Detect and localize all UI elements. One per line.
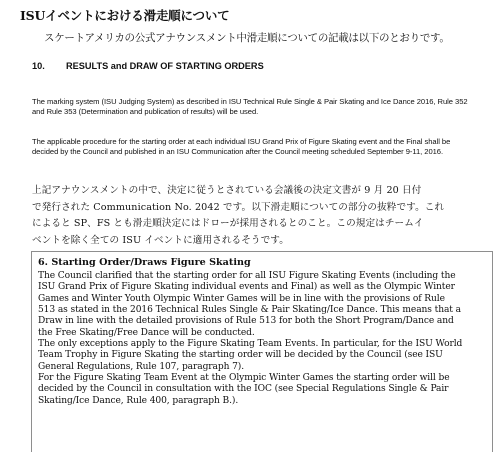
commentary-line: ベントを除く全ての ISU イベントに適用されるそうです。: [32, 234, 289, 246]
quote-line: decided by the Council in consultation with the IOC (see Special Regulations Single & Pair: [38, 384, 449, 395]
quote-line: General Regulations, Rule 107, paragraph 7).: [38, 361, 245, 372]
excerpt-section-title: RESULTS and DRAW OF STARTING ORDERS: [66, 61, 264, 71]
quote-line: Team Trophy in Figure Skating the starting order will be decided by the Council (see ISU: [38, 350, 443, 361]
quote-line: Skating/Ice Dance, Rule 400, paragraph B.).: [38, 395, 239, 406]
quote-line: The only exceptions apply to the Figure Skating Team Events. In particular, for the ISU World: [38, 339, 463, 350]
quote-line: For the Figure Skating Team Event at the Olympic Winter Games the starting order will be: [38, 373, 450, 384]
quote-line: The Council clarified that the starting order for all ISU Figure Skating Events (including the: [38, 271, 456, 281]
page-title: ISUイベントにおける滑走順について: [20, 8, 230, 23]
quote-line: Games and Winter Youth Olympic Winter Games will be in line with the provisions of Rule: [38, 293, 445, 304]
intro-text: スケートアメリカの公式アナウンスメント中滑走順についての記載は以下のとおりです。: [44, 32, 450, 44]
quote-line: Draw in line with the detailed provisions of Rule 513 for both the Short Program/Dance and: [38, 316, 454, 327]
excerpt-paragraph: The applicable procedure for the starting order at each individual ISU Grand Prix of Figure Skating event and the Final shall be decided by the Council and published in an ISU Communication after the Council meeting scheduled September 9-11, 2016.: [32, 137, 451, 157]
commentary-line: によると SP、FS とも滑走順決定にはドローが採用されるとのこと。この規定はチームイ: [32, 218, 424, 229]
quote-line: 513 as stated in the 2016 Technical Rules Single & Pair Skating/Ice Dance. This means that a: [38, 305, 461, 316]
japanese-commentary: [32, 183, 472, 249]
excerpt-section-number: 10.: [32, 61, 45, 71]
quote-line: ISU Grand Prix of Figure Skating individual events and Final) as well as the Olympic Winter: [38, 282, 455, 293]
quote-heading: 6. Starting Order/Draws Figure Skating: [38, 257, 251, 268]
commentary-line: で発行された Communication No. 2042 です。以下滑走順についての部分の抜粋です。これ: [32, 201, 445, 213]
quote-line: the Free Skating/Free Dance will be conducted.: [38, 327, 255, 338]
commentary-line: 上記アナウンスメントの中で、決定に従うとされている会議後の決定文書が 9 月 20 日付: [32, 185, 422, 196]
excerpt-section-heading: [32, 61, 472, 71]
quoted-communication-box: [31, 251, 493, 452]
excerpt-paragraph: The marking system (ISU Judging System) as described in ISU Technical Rule Single & Pair Skating and Ice Dance 2016, Rule 352 and Rule 353 (Determination and publication of results) will be used.: [32, 97, 468, 117]
quote-body: [38, 271, 486, 407]
